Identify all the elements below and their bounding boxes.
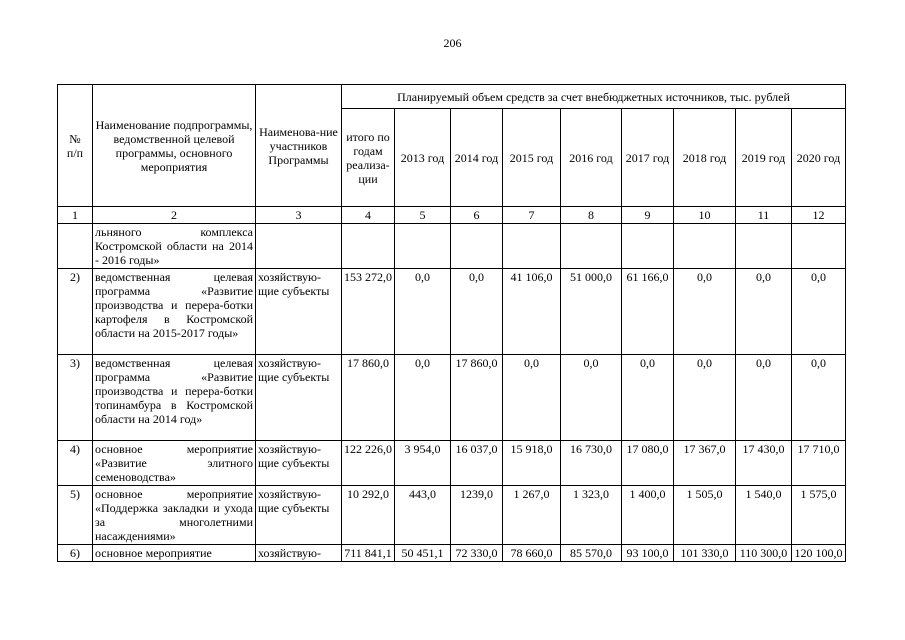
row-year-value: 0,0 (674, 269, 736, 355)
row-year-value: 101 330,0 (674, 545, 736, 562)
header-year-label: 2013 год (400, 150, 445, 165)
row-name: ведомственная целевая программа «Развитие производства и перера-ботки картофеля в Костромской области на 2015-2017 годы» (93, 269, 256, 355)
row-year-value: 85 570,0 (561, 545, 622, 562)
header-year (503, 109, 561, 207)
header-name (93, 85, 256, 207)
row-year-value: 1239,0 (451, 486, 503, 545)
row-year-value (561, 224, 622, 269)
table-row (58, 486, 846, 545)
row-year-value: 443,0 (395, 486, 451, 545)
row-year-value: 0,0 (674, 355, 736, 441)
row-year-value: 17 860,0 (451, 355, 503, 441)
row-year-value: 1 540,0 (736, 486, 792, 545)
header-year (736, 109, 792, 207)
column-number: 10 (674, 207, 736, 224)
header-year-label: 2014 год (454, 150, 499, 165)
page-number: 206 (443, 36, 462, 50)
row-year-value (395, 224, 451, 269)
header-total (342, 109, 395, 207)
column-number: 8 (561, 207, 622, 224)
row-year-value (792, 224, 846, 269)
header-participants (256, 85, 342, 207)
row-year-value: 0,0 (395, 269, 451, 355)
row-name: ведомственная целевая программа «Развитие производства и перера-ботки топинамбура в Костромской области на 2014 год» (93, 355, 256, 441)
header-year-label: 2016 год (569, 150, 613, 165)
header-row-1 (58, 85, 846, 109)
row-year-value: 0,0 (792, 355, 846, 441)
column-number: 4 (342, 207, 395, 224)
column-number: 11 (736, 207, 792, 224)
table-row (58, 224, 846, 269)
header-year-label: 2017 год (625, 150, 670, 165)
row-number: 3) (58, 355, 93, 441)
row-participants: хозяйствую- (256, 545, 342, 562)
header-year-label: 2015 год (509, 150, 554, 165)
header-year (674, 109, 736, 207)
row-year-value: 17 710,0 (792, 441, 846, 486)
header-year (395, 109, 451, 207)
row-number: 2) (58, 269, 93, 355)
row-year-value: 0,0 (395, 355, 451, 441)
header-year (792, 109, 846, 207)
column-number: 6 (451, 207, 503, 224)
row-name: льняного комплекса Костромской области на 2014 - 2016 годы» (93, 224, 256, 269)
row-number (58, 224, 93, 269)
row-name: основное мероприятие (93, 545, 256, 562)
header-group-title-label: Планируемый объем средств за счет внебюджетных источников, тыс. рублей (397, 89, 790, 104)
row-name: основное мероприятие «Поддержка закладки и ухода за многолетними насаждениями» (93, 486, 256, 545)
row-total-value (342, 224, 395, 269)
row-total-value: 17 860,0 (342, 355, 395, 441)
row-total-value: 153 272,0 (342, 269, 395, 355)
row-year-value: 93 100,0 (622, 545, 674, 562)
column-number: 9 (622, 207, 674, 224)
header-group-title (342, 85, 846, 109)
row-year-value: 0,0 (792, 269, 846, 355)
row-year-value: 72 330,0 (451, 545, 503, 562)
data-rows (58, 224, 846, 562)
header-total-label: итого по годам реализа-ции (346, 129, 390, 186)
row-year-value: 50 451,1 (395, 545, 451, 562)
row-year-value: 16 037,0 (451, 441, 503, 486)
header-participants-label: Наименова-ние участников Программы (259, 124, 338, 167)
header-num (58, 85, 93, 207)
row-year-value: 3 954,0 (395, 441, 451, 486)
row-year-value: 16 730,0 (561, 441, 622, 486)
row-year-value: 0,0 (451, 269, 503, 355)
header-year (622, 109, 674, 207)
row-year-value: 1 267,0 (503, 486, 561, 545)
row-year-value: 0,0 (561, 355, 622, 441)
row-number: 5) (58, 486, 93, 545)
row-year-value: 0,0 (622, 355, 674, 441)
row-participants: хозяйствую-щие субъекты (256, 486, 342, 545)
row-year-value: 78 660,0 (503, 545, 561, 562)
column-number: 1 (58, 207, 93, 224)
row-total-value: 711 841,1 (342, 545, 395, 562)
column-number: 7 (503, 207, 561, 224)
row-total-value: 122 226,0 (342, 441, 395, 486)
column-number-row (58, 207, 846, 224)
row-participants: хозяйствую-щие субъекты (256, 441, 342, 486)
row-number: 6) (58, 545, 93, 562)
table-row (58, 441, 846, 486)
table-row (58, 269, 846, 355)
row-year-value: 17 367,0 (674, 441, 736, 486)
header-year (561, 109, 622, 207)
row-year-value: 1 323,0 (561, 486, 622, 545)
header-year (451, 109, 503, 207)
column-number: 2 (93, 207, 256, 224)
table-row (58, 355, 846, 441)
header-year-label: 2019 год (741, 150, 786, 165)
row-year-value: 110 300,0 (736, 545, 792, 562)
row-name: основное мероприятие «Развитие элитного семеноводства» (93, 441, 256, 486)
row-year-value: 17 080,0 (622, 441, 674, 486)
row-year-value: 17 430,0 (736, 441, 792, 486)
row-year-value (736, 224, 792, 269)
row-year-value: 51 000,0 (561, 269, 622, 355)
column-number: 12 (792, 207, 846, 224)
header-year-label: 2018 год (682, 150, 727, 165)
row-year-value (622, 224, 674, 269)
row-year-value: 1 400,0 (622, 486, 674, 545)
row-year-value: 120 100,0 (792, 545, 846, 562)
row-total-value: 10 292,0 (342, 486, 395, 545)
row-year-value: 0,0 (736, 355, 792, 441)
row-year-value: 0,0 (736, 269, 792, 355)
column-number: 5 (395, 207, 451, 224)
row-year-value: 61 166,0 (622, 269, 674, 355)
budget-table (57, 84, 846, 562)
table-row (58, 545, 846, 562)
header-name-label: Наименование подпрограммы, ведомственной целевой программы, основного мероприятия (95, 117, 253, 174)
header-num-label: № п/п (66, 131, 84, 160)
row-year-value: 1 575,0 (792, 486, 846, 545)
column-number: 3 (256, 207, 342, 224)
row-year-value: 41 106,0 (503, 269, 561, 355)
row-year-value: 0,0 (503, 355, 561, 441)
header-year-label: 2020 год (796, 150, 841, 165)
row-year-value: 15 918,0 (503, 441, 561, 486)
row-year-value (451, 224, 503, 269)
row-year-value (503, 224, 561, 269)
row-participants: хозяйствую-щие субъекты (256, 355, 342, 441)
row-year-value (674, 224, 736, 269)
row-participants (256, 224, 342, 269)
row-number: 4) (58, 441, 93, 486)
row-participants: хозяйствую-щие субъекты (256, 269, 342, 355)
row-year-value: 1 505,0 (674, 486, 736, 545)
